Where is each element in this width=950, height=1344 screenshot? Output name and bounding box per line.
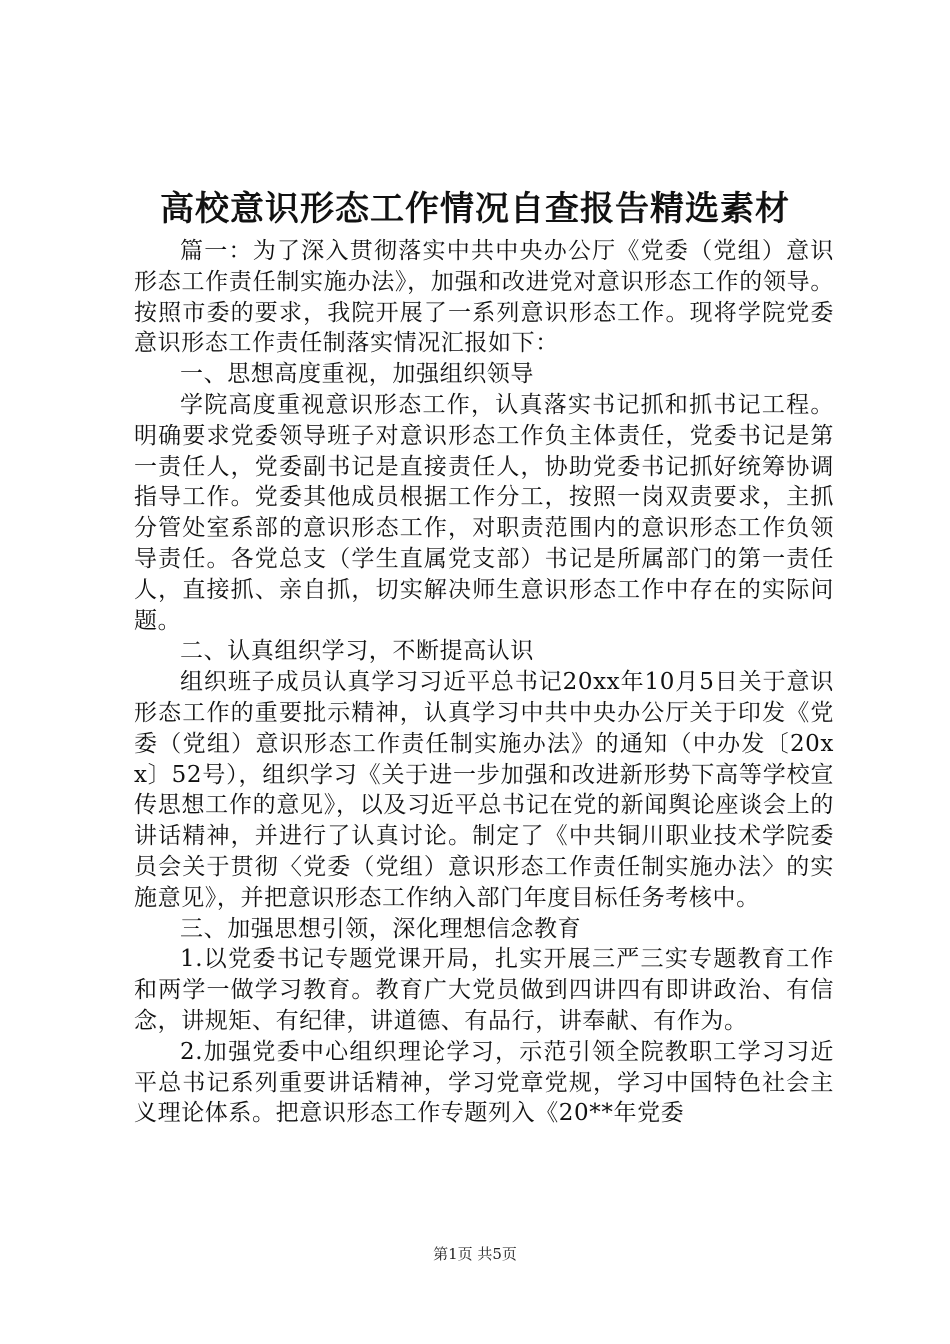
page-footer: 第1页 共5页 (433, 1245, 517, 1263)
document-title: 高校意识形态工作情况自查报告精选素材 (160, 189, 790, 229)
document-body (134, 236, 834, 1129)
paragraph-section-2: 组织班子成员认真学习习近平总书记20xx年10月5日关于意识形态工作的重要批示精神，认真学习中共中央办公厅关于印发《党委（党组）意识形态工作责任制实施办法》的通知（中办发〔20xx〕52号），组织学习《关于进一步加强和改进新形势下高等学校宣传思想工作的意见》，以及习近平总书记在党的新闻舆论座谈会上的讲话精神，并进行了认真讨论。制定了《中共铜川职业技术学院委员会关于贯彻〈党委（党组）意识形态工作责任制实施办法〉的实施意见》，并把意识形态工作纳入部门年度目标任务考核中。 (134, 669, 834, 911)
paragraph-item-1: 1.以党委书记专题党课开局，扎实开展三严三实专题教育工作和两学一做学习教育。教育广大党员做到四讲四有即讲政治、有信念，讲规矩、有纪律，讲道德、有品行，讲奉献、有作为。 (134, 946, 834, 1034)
section-heading-2: 二、认真组织学习，不断提高认识 (180, 638, 534, 665)
section-heading-1: 一、思想高度重视，加强组织领导 (180, 361, 534, 388)
section-heading-3: 三、加强思想引领，深化理想信念教育 (180, 915, 582, 942)
paragraph-intro: 篇一：为了深入贯彻落实中共中央办公厅《党委（党组）意识形态工作责任制实施办法》，加强和改进党对意识形态工作的领导。按照市委的要求，我院开展了一系列意识形态工作。现将学院党委意识形态工作责任制落实情况汇报如下： (134, 238, 834, 357)
paragraph-item-2: 2.加强党委中心组织理论学习，示范引领全院教职工学习习近平总书记系列重要讲话精神，学习党章党规，学习中国特色社会主义理论体系。把意识形态工作专题列入《20**年党委 (134, 1038, 834, 1127)
paragraph-section-1: 学院高度重视意识形态工作，认真落实书记抓和抓书记工程。明确要求党委领导班子对意识形态工作负主体责任，党委书记是第一责任人，党委副书记是直接责任人，协助党委书记抓好统筹协调指导工作。党委其他成员根据工作分工，按照一岗双责要求，主抓分管处室系部的意识形态工作，对职责范围内的意识形态工作负领导责任。各党总支（学生直属党支部）书记是所属部门的第一责任人，直接抓、亲自抓，切实解决师生意识形态工作中存在的实际问题。 (134, 391, 834, 634)
